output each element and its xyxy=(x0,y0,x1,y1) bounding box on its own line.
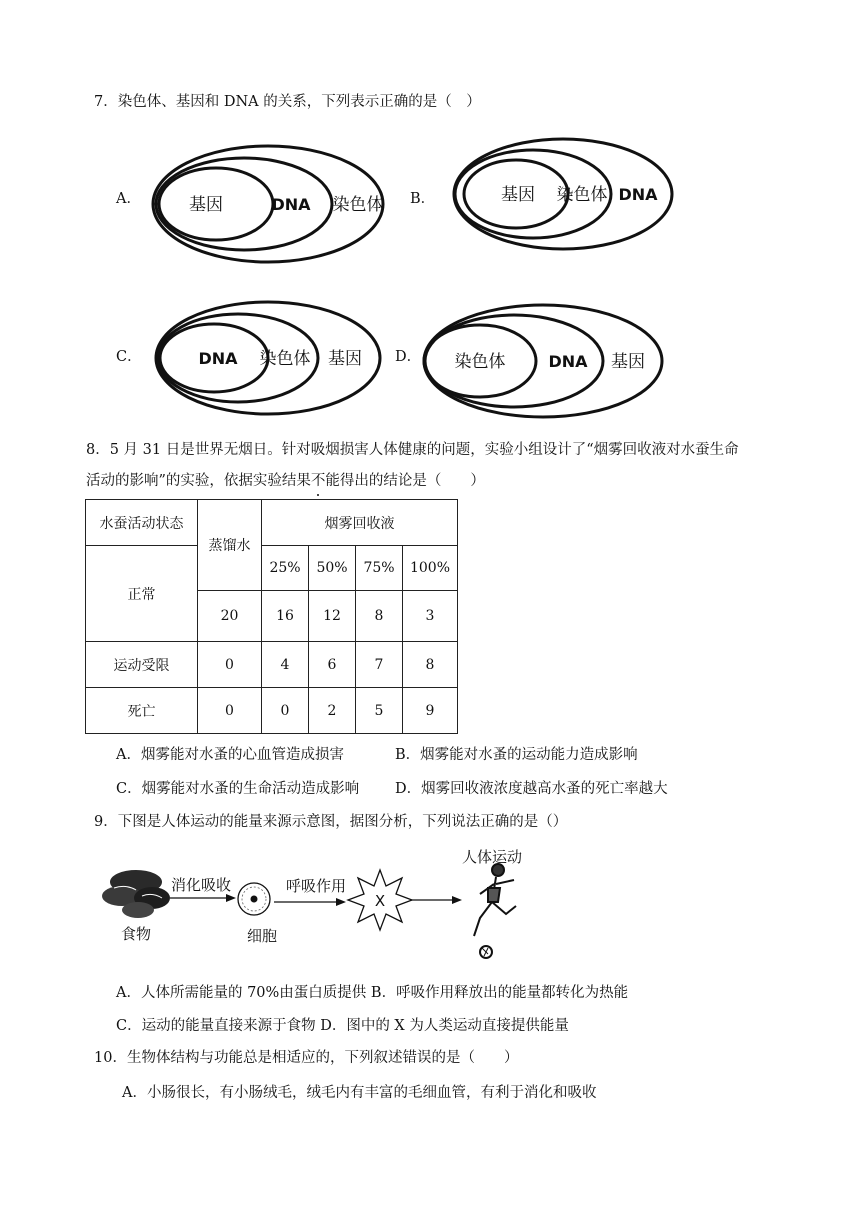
table-cell: 3 xyxy=(403,591,458,642)
table-cell: 0 xyxy=(198,688,262,734)
q8-results-table xyxy=(85,499,458,734)
table-row-label-normal: 正常 xyxy=(86,546,198,642)
venn-label-outer: 基因 xyxy=(328,349,362,369)
table-cell: 9 xyxy=(403,688,458,734)
venn-label-middle: 染色体 xyxy=(556,185,608,205)
venn-label-middle: 染色体 xyxy=(259,349,311,369)
diagram-resp-label: 呼吸作用 xyxy=(285,877,347,895)
venn-label-middle: DNA xyxy=(271,195,311,214)
table-cell: 20 xyxy=(198,591,262,642)
table-cell: 0 xyxy=(262,688,309,734)
table-row-label-dead: 死亡 xyxy=(86,688,198,734)
q8-option-a: A．烟雾能对水蚤的心血管造成损害 xyxy=(116,747,344,763)
table-conc-75: 75% xyxy=(356,546,403,591)
q8-stem-line2 xyxy=(86,469,485,490)
table-conc-25: 25% xyxy=(262,546,309,591)
venn-label-outer: 染色体 xyxy=(332,195,384,215)
arrow-head xyxy=(336,898,346,906)
q10-stem: 10．生物体结构与功能总是相适应的，下列叙述错误的是（ ） xyxy=(94,1050,519,1066)
arrow-head xyxy=(452,896,462,904)
table-header-water: 蒸馏水 xyxy=(198,500,262,591)
table-cell: 2 xyxy=(309,688,356,734)
table-cell: 12 xyxy=(309,591,356,642)
diagram-digest-label: 消化吸收 xyxy=(170,876,232,894)
table-cell: 8 xyxy=(403,642,458,688)
q8-option-b: B．烟雾能对水蚤的运动能力造成影响 xyxy=(395,747,638,763)
venn-label-inner: 染色体 xyxy=(454,352,506,372)
table-conc-50: 50% xyxy=(309,546,356,591)
q7-option-b-letter: B． xyxy=(410,191,436,207)
diagram-cell-label: 细胞 xyxy=(246,927,278,945)
table-cell: 8 xyxy=(356,591,403,642)
table-corner-header: 水蚕活动状态 xyxy=(86,500,198,546)
q9-option-cd: C．运动的能量直接来源于食物 D．图中的 X 为人类运动直接提供能量 xyxy=(116,1018,569,1034)
venn-label-middle: DNA xyxy=(548,352,588,371)
table-cell: 7 xyxy=(356,642,403,688)
table-cell: 16 xyxy=(262,591,309,642)
q9-stem: 9．下图是人体运动的能量来源示意图，据图分析，下列说法正确的是（） xyxy=(94,814,568,830)
q7-stem: 7．染色体、基因和 DNA 的关系，下列表示正确的是（ ） xyxy=(94,94,481,110)
table-conc-100: 100% xyxy=(403,546,458,591)
food-icon xyxy=(102,870,170,918)
table-header-smoke: 烟雾回收液 xyxy=(262,500,458,546)
q7-option-b-diagram xyxy=(448,134,678,254)
table-cell: 5 xyxy=(356,688,403,734)
table-cell: 6 xyxy=(309,642,356,688)
q8-option-d: D．烟雾回收液浓度越高水蚤的死亡率越大 xyxy=(395,781,668,797)
venn-label-outer: DNA xyxy=(618,185,658,204)
venn-label-outer: 基因 xyxy=(611,352,645,372)
q7-option-d-letter: D． xyxy=(395,349,422,365)
q7-option-d-diagram xyxy=(418,300,668,422)
venn-label-inner: 基因 xyxy=(501,185,535,205)
q9-option-ab: A．人体所需能量的 70%由蛋白质提供 B．呼吸作用释放出的能量都转化为热能 xyxy=(116,985,629,1001)
diagram-food-label: 食物 xyxy=(120,925,152,943)
diagram-x-label: X xyxy=(374,892,386,910)
q7-option-a-diagram xyxy=(148,140,393,268)
q8-option-c: C．烟雾能对水蚤的生命活动造成影响 xyxy=(116,781,360,797)
q7-option-a-letter: A． xyxy=(116,191,141,207)
arrow-head xyxy=(226,894,236,902)
table-cell: 4 xyxy=(262,642,309,688)
q8-stem-pre: 活动的影响”的实验，依据实验结果 xyxy=(86,473,311,489)
q8-stem-emphasis: 不 xyxy=(311,469,326,490)
q7-option-c-diagram xyxy=(150,296,385,420)
q8-stem-post: 能得出的结论是（ ） xyxy=(325,473,485,489)
venn-label-inner: 基因 xyxy=(189,195,223,215)
q9-energy-diagram xyxy=(96,840,546,970)
runner-icon xyxy=(474,864,516,958)
diagram-motion-label: 人体运动 xyxy=(461,848,523,866)
table-row-label-restricted: 运动受限 xyxy=(86,642,198,688)
q8-stem-line1: 8．5 月 31 日是世界无烟日。针对吸烟损害人体健康的问题，实验小组设计了“烟雾回收液对水蚕生命 xyxy=(86,442,739,458)
q7-option-c-letter: C． xyxy=(116,349,142,365)
table-cell: 0 xyxy=(198,642,262,688)
q10-option-a: A．小肠很长，有小肠绒毛，绒毛内有丰富的毛细血管，有利于消化和吸收 xyxy=(122,1085,597,1101)
venn-label-inner: DNA xyxy=(198,349,238,368)
